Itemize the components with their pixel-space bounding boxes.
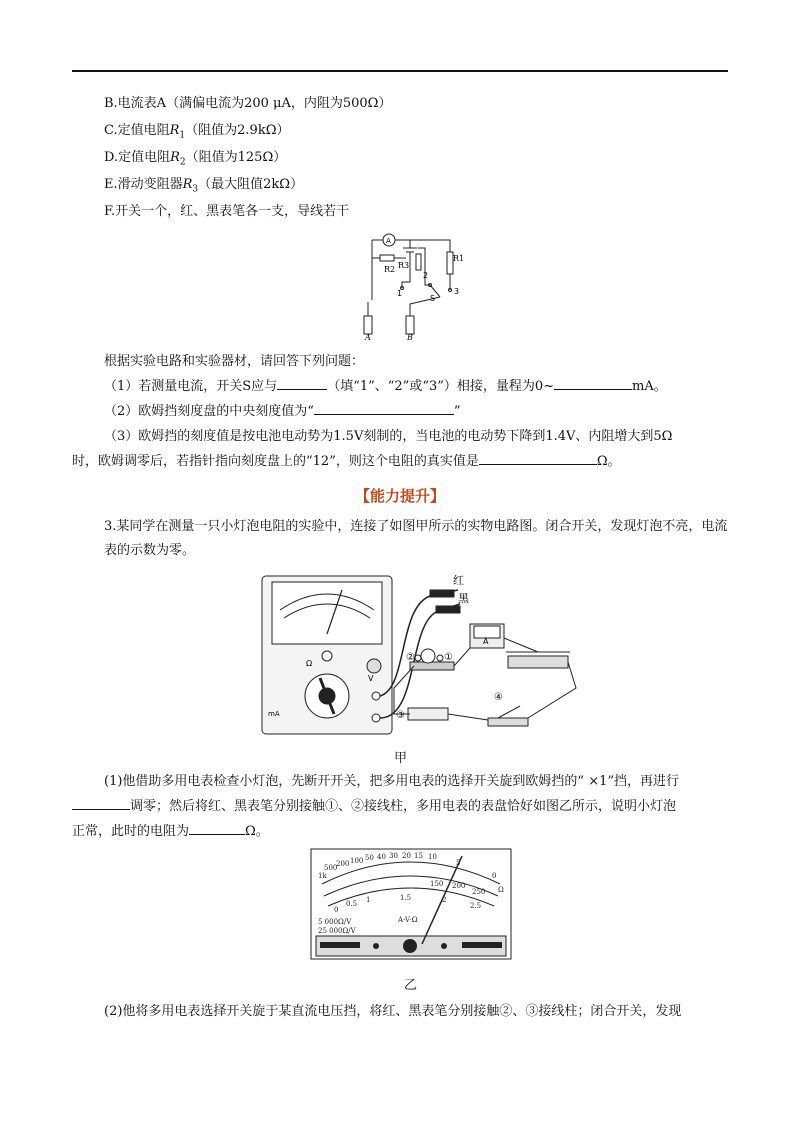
meter-a-label: A [386, 237, 391, 245]
svg-text:200: 200 [336, 860, 350, 868]
terminal-3-label: ③ [396, 710, 405, 721]
questions-intro: 根据实验电路和实验器材，请回答下列问题： [104, 354, 365, 369]
dial-v: V [368, 674, 374, 683]
switch-s: S [430, 294, 436, 303]
part-1-line1: (1)他借助多用电表检查小灯泡，先断开开关，把多用电表的选择开关旋到欧姆挡的“ ×1”挡，再进行 [104, 774, 680, 789]
problem-3-text: 3.某同学在测量一只小灯泡电阻的实验中，连接了如图甲所示的实物电路图。闭合开关，发现灯泡不亮，电流表的示数为零。 [104, 519, 728, 558]
question-2: （2）欧姆挡刻度盘的中央刻度值为“ ” [104, 404, 461, 419]
probe-a: A [365, 333, 371, 342]
item-d: D.定值电阻$R_2$（阻值为125Ω） [104, 150, 287, 168]
part-1-line2: 调零；然后将红、黑表笔分别接触①、②接线柱，多用电表的表盘恰好如图乙所示，说明小灯泡 [72, 795, 738, 819]
svg-text:500: 500 [324, 864, 338, 872]
svg-text:5 000Ω/V: 5 000Ω/V [318, 918, 352, 926]
terminal-2-label: ② [406, 652, 415, 663]
svg-text:A-V-Ω: A-V-Ω [398, 916, 418, 924]
svg-text:15: 15 [414, 852, 423, 860]
black-label: 黑 [458, 592, 469, 605]
terminal-2: 2 [423, 271, 429, 280]
svg-text:1: 1 [366, 896, 371, 904]
part-2-line1: (2)他将多用电表选择开关旋于某直流电压挡，将红、黑表笔分别接触②、③接线柱；闭合开关，发现 [104, 1004, 682, 1019]
figure-jia-caption: 甲 [394, 751, 408, 766]
svg-text:Ω: Ω [498, 886, 504, 894]
figure-yi-caption: 乙 [404, 978, 418, 993]
dial-ma: mA [268, 710, 280, 718]
red-label: 红 [453, 574, 464, 587]
svg-text:5: 5 [456, 859, 461, 867]
part-1-line3: 正常，此时的电阻为 Ω。 [72, 824, 269, 839]
question-3-line2: 时，欧姆调零后，若指针指向刻度盘上的“12”，则这个电阻的真实值是 Ω。 [72, 454, 621, 469]
svg-text:0.5: 0.5 [346, 900, 358, 908]
svg-text:1.5: 1.5 [400, 894, 412, 902]
terminal-4-label: ④ [494, 692, 503, 703]
question-1: （1）若测量电流，开关S应与 （填“1”、“2”或“3”）相接，量程为0~ mA。 [104, 379, 667, 394]
figure-jia [258, 568, 588, 740]
terminal-1-label: ① [444, 652, 453, 663]
svg-text:0: 0 [492, 872, 497, 880]
item-b: B.电流表A（满偏电流为200 μA，内阻为500Ω） [104, 96, 392, 111]
svg-text:40: 40 [377, 853, 386, 861]
header-rule [72, 70, 728, 72]
svg-text:1k: 1k [318, 872, 327, 880]
section-title: 【能力提升】 [354, 487, 445, 505]
terminal-1: 1 [397, 289, 403, 298]
r3-label: R3 [398, 261, 410, 270]
svg-text:30: 30 [389, 852, 398, 860]
r2-label: R2 [384, 265, 396, 274]
svg-text:50: 50 [365, 854, 374, 862]
item-f: F.开关一个，红、黑表笔各一支，导线若干 [104, 204, 350, 219]
svg-text:2.5: 2.5 [470, 902, 482, 910]
svg-text:200: 200 [452, 882, 466, 890]
svg-text:100: 100 [350, 857, 364, 865]
svg-text:25 000Ω/V: 25 000Ω/V [318, 927, 356, 935]
svg-text:0: 0 [334, 906, 339, 914]
svg-text:250: 250 [472, 888, 486, 896]
ammeter-label: A [483, 637, 489, 646]
probe-b: B [407, 333, 413, 342]
dial-omega: Ω [306, 659, 313, 668]
question-3-line1: （3）欧姆挡的刻度值是按电池电动势为1.5V刻制的，当电池的电动势下降到1.4V、内阻增大到5Ω [104, 429, 673, 444]
circuit-diagram [350, 230, 470, 345]
terminal-3: 3 [454, 287, 460, 296]
svg-text:150: 150 [430, 880, 444, 888]
svg-text:20: 20 [402, 852, 411, 860]
svg-text:10: 10 [428, 853, 437, 861]
r1-label: R1 [453, 254, 465, 263]
svg-text:2: 2 [442, 896, 447, 904]
item-c: C.定值电阻$R_1$（阻值为2.9kΩ） [104, 123, 290, 141]
figure-yi [310, 848, 512, 960]
item-e: E.滑动变阻器$R_3$（最大阻值2kΩ） [104, 177, 304, 195]
